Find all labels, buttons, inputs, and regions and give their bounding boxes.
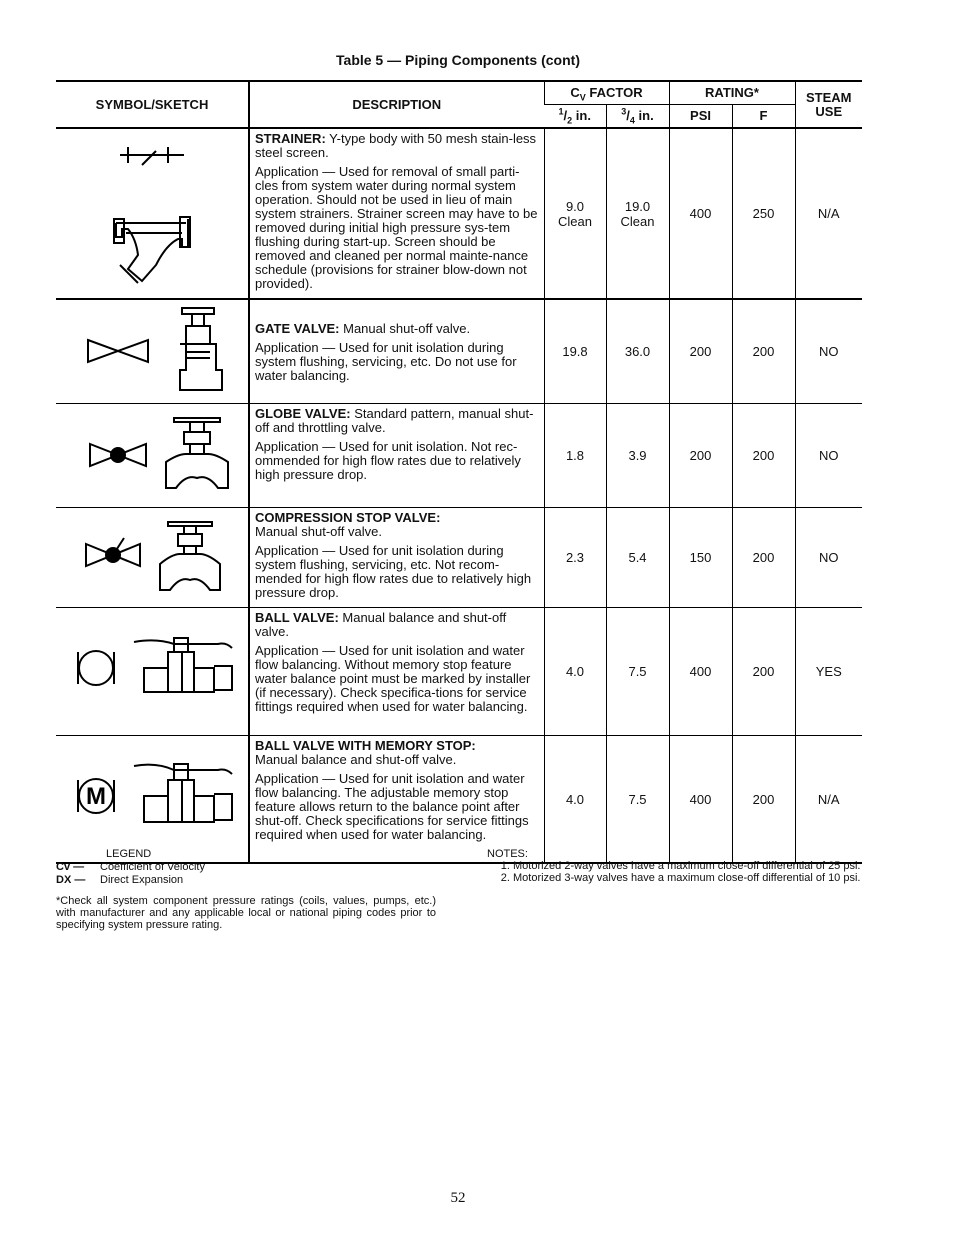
- strainer-steam: N/A: [795, 128, 862, 299]
- strainer-description: [249, 128, 544, 299]
- notes-list: [487, 860, 861, 884]
- compression-stop-valve-name: COMPRESSION STOP VALVE:: [255, 510, 441, 525]
- ball-valve-steam: YES: [795, 608, 862, 736]
- strainer-name-rest: Y-type body with 50 mesh stain-less steel screen.: [255, 131, 537, 160]
- header-symbol: SYMBOL/SKETCH: [56, 81, 249, 128]
- strainer-cv-half: 9.0 Clean: [544, 128, 606, 299]
- header-three-quarter-inch: $^3/_4$ in.: [606, 105, 669, 129]
- half-num: 1: [558, 106, 564, 117]
- gate-valve-description: [249, 299, 544, 404]
- table-row: [56, 128, 862, 299]
- ball-valve-name-rest: Manual balance and shut-off valve.: [255, 610, 507, 639]
- legend-item: [56, 861, 436, 874]
- legend-item: [56, 874, 436, 887]
- ball-valve-name: BALL VALVE:: [255, 610, 339, 625]
- compression-stop-valve-name-rest: Manual shut-off valve.: [255, 524, 382, 539]
- legend-text: Coefficient of Velocity: [100, 861, 205, 873]
- gate-valve-application: Application — Used for unit isolation during system flushing, servicing, etc. Do not use for water balancing.: [255, 339, 517, 383]
- ball-valve-sketch-icon: [56, 608, 249, 732]
- header-steam-use: [795, 81, 862, 128]
- note-item: 2. Motorized 3-way valves have a maximum close-off differential of 10 psi.: [513, 872, 861, 884]
- three-unit: in.: [634, 108, 654, 123]
- globe-valve-cv-half: 1.8: [544, 404, 606, 508]
- strainer-cv-three: 19.0 Clean: [606, 128, 669, 299]
- memory-stop-valve-cv-three: 7.5: [606, 736, 669, 864]
- globe-valve-name: GLOBE VALVE:: [255, 406, 351, 421]
- globe-valve-steam: NO: [795, 404, 862, 508]
- globe-valve-name-rest: Standard pattern, manual shut-off and throttling valve.: [255, 406, 534, 435]
- note-item: 1. Motorized 2-way valves have a maximum close-off differential of 25 psi.: [513, 860, 861, 872]
- strainer-application: Application — Used for removal of small parti-cles from system water during normal system operation. Should not be used in lieu of main system strainers. Strainer screen may have to be removed during initial high pressure sys-tem flushing during start-up. Screen should be removed and cleaned per normal mainte-nance schedule (provisions for strainer blow-down not provided).: [255, 164, 538, 291]
- header-rating: RATING*: [669, 81, 795, 105]
- globe-valve-sketch-icon: [56, 404, 249, 504]
- header-half-inch: $^1/_2$ in.: [544, 105, 606, 129]
- gate-valve-cv-half: 19.8: [544, 299, 606, 404]
- gate-valve-psi: 200: [669, 299, 732, 404]
- table-row: [56, 736, 862, 864]
- notes-title: NOTES:: [487, 848, 528, 860]
- ball-valve-f: 200: [732, 608, 795, 736]
- three-den: 4: [629, 115, 635, 126]
- compression-stop-valve-steam: NO: [795, 508, 862, 608]
- strainer-name: STRAINER:: [255, 131, 326, 146]
- half-den: 2: [567, 115, 573, 126]
- compression-stop-valve-f: 200: [732, 508, 795, 608]
- memory-stop-valve-psi: 400: [669, 736, 732, 864]
- notes: [487, 848, 861, 884]
- gate-valve-cv-three: 36.0: [606, 299, 669, 404]
- piping-components-table: [56, 80, 862, 864]
- half-unit: in.: [572, 108, 591, 123]
- use-label: USE: [815, 103, 843, 119]
- memory-stop-valve-sketch-icon: [56, 736, 249, 859]
- memory-stop-valve-f: 200: [732, 736, 795, 864]
- cv-c: C: [570, 85, 580, 100]
- strainer-symbol: [56, 128, 249, 299]
- header-psi: PSI: [669, 105, 732, 129]
- steam-label: STEAM: [806, 89, 852, 105]
- compression-stop-valve-application: Application — Used for unit isolation during system flushing, servicing, etc. Not recom-mended for high flow rates due to relatively high pressure drop.: [255, 543, 532, 600]
- legend-abbr: DX —: [56, 874, 86, 886]
- globe-valve-description: [249, 404, 544, 508]
- table-title: Table 5 — Piping Components (cont): [336, 52, 580, 68]
- ball-valve-application: Application — Used for unit isolation and water flow balancing. Without memory stop feature water balance point must be marked by installer (if necessary). Check specifica-tions for service fittings required when used for water balancing.: [255, 643, 531, 714]
- gate-valve-sketch-icon: [56, 300, 249, 400]
- table-row: [56, 608, 862, 736]
- compression-stop-valve-psi: 150: [669, 508, 732, 608]
- legend: [56, 848, 436, 931]
- globe-valve-cv-three: 3.9: [606, 404, 669, 508]
- memory-letter: M: [86, 783, 106, 810]
- memory-stop-valve-steam: N/A: [795, 736, 862, 864]
- header-cv-factor: [544, 81, 669, 105]
- table-row: [56, 404, 862, 508]
- legend-abbr: Cv —: [56, 861, 85, 873]
- compression-stop-valve-cv-three: 5.4: [606, 508, 669, 608]
- memory-stop-valve-name: BALL VALVE WITH MEMORY STOP:: [255, 738, 476, 753]
- header-f: F: [732, 105, 795, 129]
- globe-valve-psi: 200: [669, 404, 732, 508]
- globe-valve-symbol: [56, 404, 249, 508]
- compression-stop-valve-symbol: [56, 508, 249, 608]
- strainer-psi: 400: [669, 128, 732, 299]
- ball-valve-psi: 400: [669, 608, 732, 736]
- compression-stop-valve-cv-half: 2.3: [544, 508, 606, 608]
- gate-valve-symbol: [56, 299, 249, 404]
- strainer-sketch-icon: [56, 129, 249, 295]
- ball-valve-symbol: [56, 608, 249, 736]
- memory-stop-valve-symbol: [56, 736, 249, 864]
- memory-stop-valve-cv-half: 4.0: [544, 736, 606, 864]
- table-row: [56, 508, 862, 608]
- ball-valve-cv-half: 4.0: [544, 608, 606, 736]
- memory-stop-valve-name-rest: Manual balance and shut-off valve.: [255, 752, 457, 767]
- strainer-f: 250: [732, 128, 795, 299]
- globe-valve-application: Application — Used for unit isolation. Not rec-ommended for high flow rates due to relatively high pressure drop.: [255, 439, 521, 482]
- memory-stop-valve-description: [249, 736, 544, 864]
- legend-title: LEGEND: [106, 848, 152, 860]
- gate-valve-steam: NO: [795, 299, 862, 404]
- three-num: 3: [621, 106, 627, 117]
- compression-stop-valve-description: [249, 508, 544, 608]
- compression-stop-valve-sketch-icon: [56, 508, 249, 604]
- header-description: DESCRIPTION: [249, 81, 544, 128]
- gate-valve-name: GATE VALVE:: [255, 320, 340, 336]
- cv-factor-label: FACTOR: [585, 85, 643, 100]
- ball-valve-cv-three: 7.5: [606, 608, 669, 736]
- ball-valve-description: [249, 608, 544, 736]
- gate-valve-f: 200: [732, 299, 795, 404]
- cv-v: V: [579, 92, 586, 103]
- memory-stop-valve-application: Application — Used for unit isolation and water flow balancing. The adjustable memory stop feature allows return to the balance point after shut-off. Check specifications for service fittings required when used for water balancing.: [255, 771, 529, 842]
- globe-valve-f: 200: [732, 404, 795, 508]
- rating-footnote: *Check all system component pressure ratings (coils, values, pumps, etc.) with manufacturer and any applicable local or national piping codes prior to specifying system pressure rating.: [56, 895, 436, 931]
- table-row: [56, 299, 862, 404]
- page-number: 52: [450, 1190, 466, 1206]
- gate-valve-name-rest: Manual shut-off valve.: [339, 320, 471, 336]
- legend-text: Direct Expansion: [100, 874, 184, 886]
